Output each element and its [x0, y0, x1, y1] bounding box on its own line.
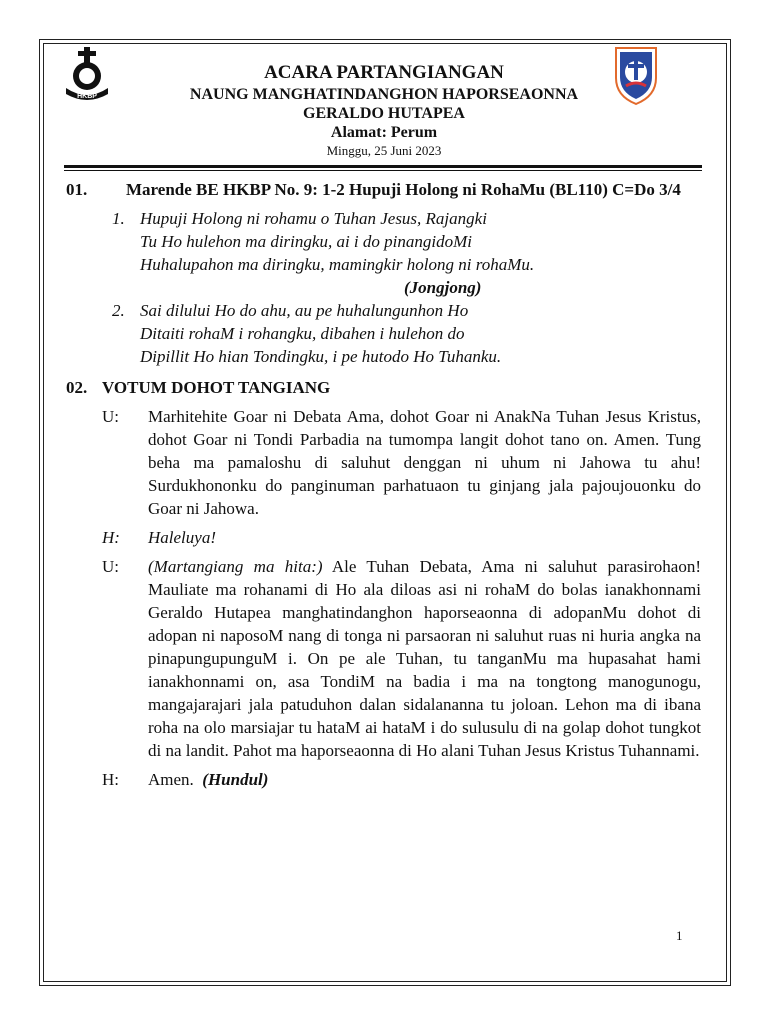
document-header: [130, 62, 638, 159]
header-divider-thin: [64, 170, 702, 171]
document-body: [66, 178, 701, 791]
verse-line: Hupuji Holong ni rohamu o Tuhan Jesus, Rajangki: [140, 209, 487, 228]
svg-text:HKBP: HKBP: [77, 93, 97, 100]
verse-line: Huhalupahon ma diringku, mamingkir holong ni rohaMu.: [140, 255, 535, 274]
hymn-verse: [112, 299, 701, 368]
address: Alamat: Perum: [330, 124, 438, 142]
section-number: 02.: [66, 378, 88, 397]
liturgy-line: [66, 405, 701, 520]
document-subtitle: NAUNG MANGHATINDANGHON HAPORSEAONNA: [189, 85, 579, 103]
section-heading-votum: [66, 376, 701, 399]
liturgy-line: [66, 526, 701, 549]
verse-line: Sai dilului Ho do ahu, au pe huhalungunhon Ho: [140, 301, 469, 320]
liturgy-text: Ale Tuhan Debata, Ama ni saluhut parasirohaon! Mauliate ma rohanami di Ho ala diloas asi ni rohaM do bolas ianakhonnami Geraldo Hutapea manghatindanghon haporseaonna di adopanMu dohot di adopan ni naposoM nang di tonga ni parsaoran ni saluhut ruas ni huria angka na pinapungupunguM i. On pe ale Tuhan, tu tanganMu ma hupasahat hami ianakhonnami on, asa TondiM na badia i ma na tongtong manogunogu, mangajarajari jala patuduhon dalan sidalananna tu joloan. Lehon ma di ibana roha na olo marsiajar tu hataM ai hataM i do sulusulu di na golap dohot tungkot di na landit. Pahot ma haporseaonna di Ho alani Tuhan Jesus Kristus Tuhannami.: [148, 557, 702, 760]
section-heading-hymn: [66, 178, 701, 201]
prayer-intro: (Martangiang ma hita:): [148, 557, 323, 576]
hymn-verse: [112, 207, 701, 276]
speaker-label: H:: [102, 528, 120, 547]
liturgy-line: [66, 768, 701, 791]
liturgy-line: [66, 555, 701, 762]
liturgy-text: Marhitehite Goar ni Debata Ama, dohot Goar ni AnakNa Tuhan Jesus Kristus, dohot Goar ni Tondi Parbadia na tumompa langit dohot tano on. Amen. Tung beha ma pamaloshu di saluhut denggan ni uhum ni Jahowa tu ahu! Surdukhononku do panginuman parhatuaon tu ginjang jala pajoujouonku do Goar ni Jahowa.: [148, 407, 701, 518]
posture-note: (Hundul): [202, 770, 269, 789]
section-title: Marende BE HKBP No. 9: 1-2 Hupuji Holong ni RohaMu (BL110) C=Do 3/4: [126, 180, 681, 199]
section-number: 01.: [66, 180, 88, 199]
liturgy-text: Amen.: [148, 770, 194, 789]
hkbp-logo-icon: [58, 46, 116, 104]
person-name: GERALDO HUTAPEA: [303, 104, 465, 122]
header-divider-thick: [64, 165, 702, 168]
refrain-note: (Jongjong): [404, 278, 482, 297]
speaker-label: U:: [102, 557, 119, 576]
verse-line: Tu Ho hulehon ma diringku, ai i do pinangidoMi: [140, 232, 472, 251]
speaker-label: H:: [102, 770, 119, 789]
section-title: VOTUM DOHOT TANGIANG: [102, 378, 331, 397]
verse-line: Ditaiti rohaM i rohangku, dibahen i hulehon do: [140, 324, 465, 343]
speaker-label: U:: [102, 407, 119, 426]
response-text: [148, 768, 701, 791]
liturgy-text: Haleluya!: [148, 528, 216, 547]
prayer-text: [148, 555, 701, 762]
verse-number: 1.: [112, 209, 125, 228]
date: Minggu, 25 Juni 2023: [326, 143, 442, 159]
page-number: 1: [676, 928, 683, 943]
verse-number: 2.: [112, 301, 125, 320]
document-title: ACARA PARTANGIANGAN: [264, 62, 504, 83]
verse-line: Dipillit Ho hian Tondingku, i pe hutodo Ho Tuhanku.: [140, 347, 502, 366]
